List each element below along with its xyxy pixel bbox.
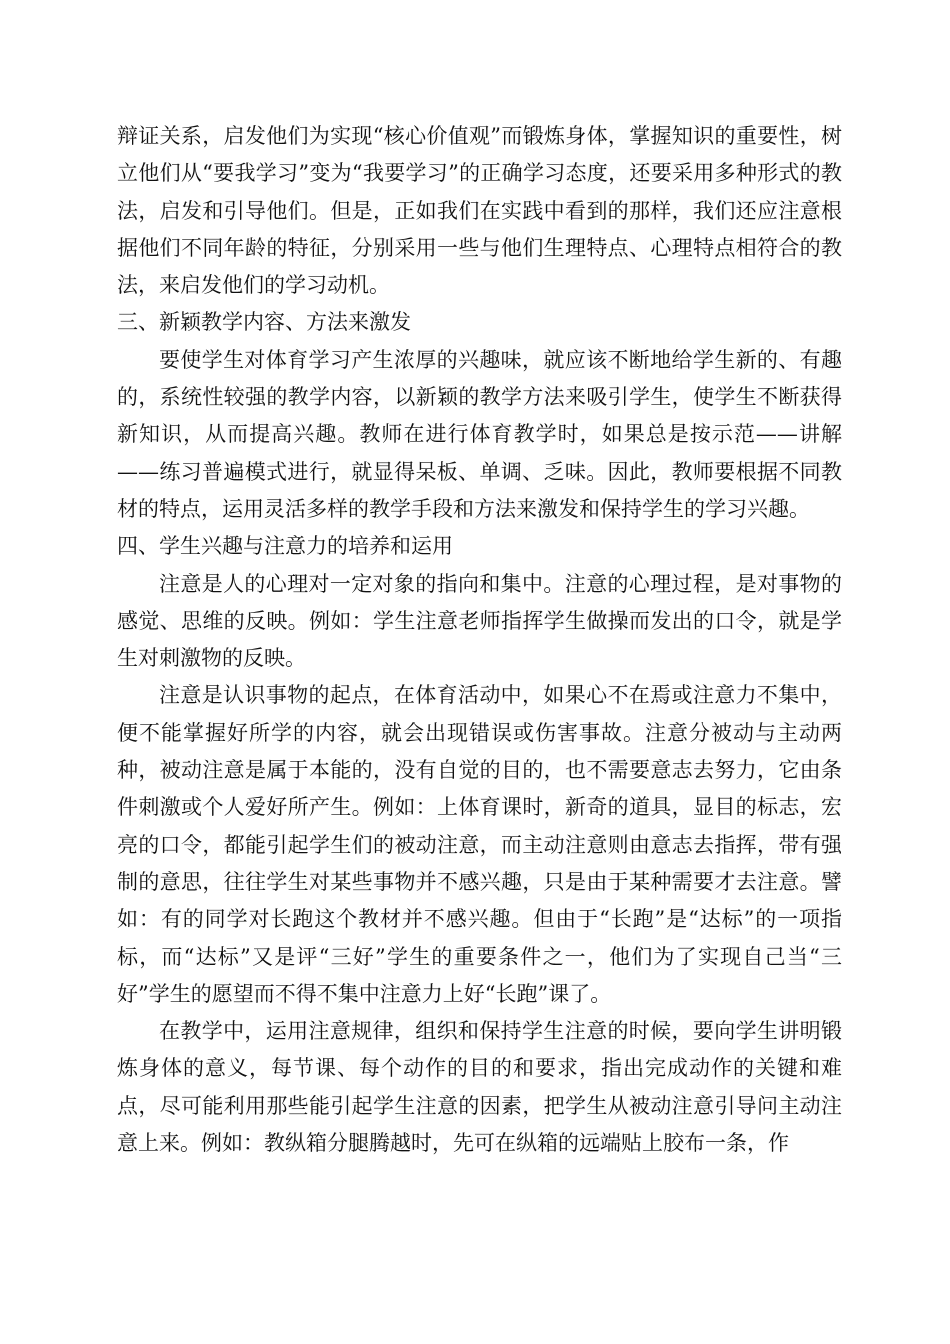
paragraph-teaching-application: 在教学中，运用注意规律，组织和保持学生注意的时候，要向学生讲明锻炼身体的意义，每节课、每个动作的目的和要求，指出完成动作的关键和难点，尽可能利用那些能引起学生注意的因素，把学生从被动注意引导问主动注意上来。例如：教纵箱分腿腾越时，先可在纵箱的远端贴上胶布一条，作 bbox=[117, 1019, 842, 1156]
section-heading-4: 四、学生兴趣与注意力的培养和运用 bbox=[117, 534, 453, 559]
paragraph-section-3: 要使学生对体育学习产生浓厚的兴趣味，就应该不断地给学生新的、有趣的，系统性较强的教学内容，以新颖的教学方法来吸引学生，使学生不断获得新知识，从而提高兴趣。教师在进行体育教学时，如果总是按示范——讲解——练习普遍模式进行，就显得呆板、单调、乏味。因此，教师要根据不同教材的特点，运用灵活多样的教学手段和方法来激发和保持学生的学习兴趣。 bbox=[117, 347, 842, 521]
paragraph-continued: 辩证关系，启发他们为实现“核心价值观”而锻炼身体，掌握知识的重要性，树立他们从“要我学习”变为“我要学习”的正确学习态度，还要采用多种形式的教法，启发和引导他们。但是，正如我们在实践中看到的那样，我们还应注意根据他们不同年龄的特征，分别采用一些与他们生理特点、心理特点相符合的教法，来启发他们的学习动机。 bbox=[117, 124, 842, 298]
paragraph-attention-types: 注意是认识事物的起点，在体育活动中，如果心不在焉或注意力不集中，便不能掌握好所学的内容，就会出现错误或伤害事故。注意分被动与主动两种，被动注意是属于本能的，没有自觉的目的，也不需要意志去努力，它由条件刺激或个人爱好所产生。例如：上体育课时，新奇的道具，显目的标志，宏亮的口令，都能引起学生们的被动注意，而主动注意则由意志去指挥，带有强制的意思，往往学生对某些事物并不感兴趣，只是由于某种需要才去注意。譬如：有的同学对长跑这个教材并不感兴趣。但由于“长跑”是“达标”的一项指标，而“达标”又是评“三好”学生的重要条件之一，他们为了实现自己当“三好”学生的愿望而不得不集中注意力上好“长跑”课了。 bbox=[117, 683, 842, 1006]
section-heading-3: 三、新颖教学内容、方法来激发 bbox=[117, 310, 411, 335]
document-page bbox=[117, 118, 842, 1162]
paragraph-attention-definition: 注意是人的心理对一定对象的指向和集中。注意的心理过程，是对事物的感觉、思维的反映。例如：学生注意老师指挥学生做操而发出的口令，就是学生对刺激物的反映。 bbox=[117, 571, 842, 671]
